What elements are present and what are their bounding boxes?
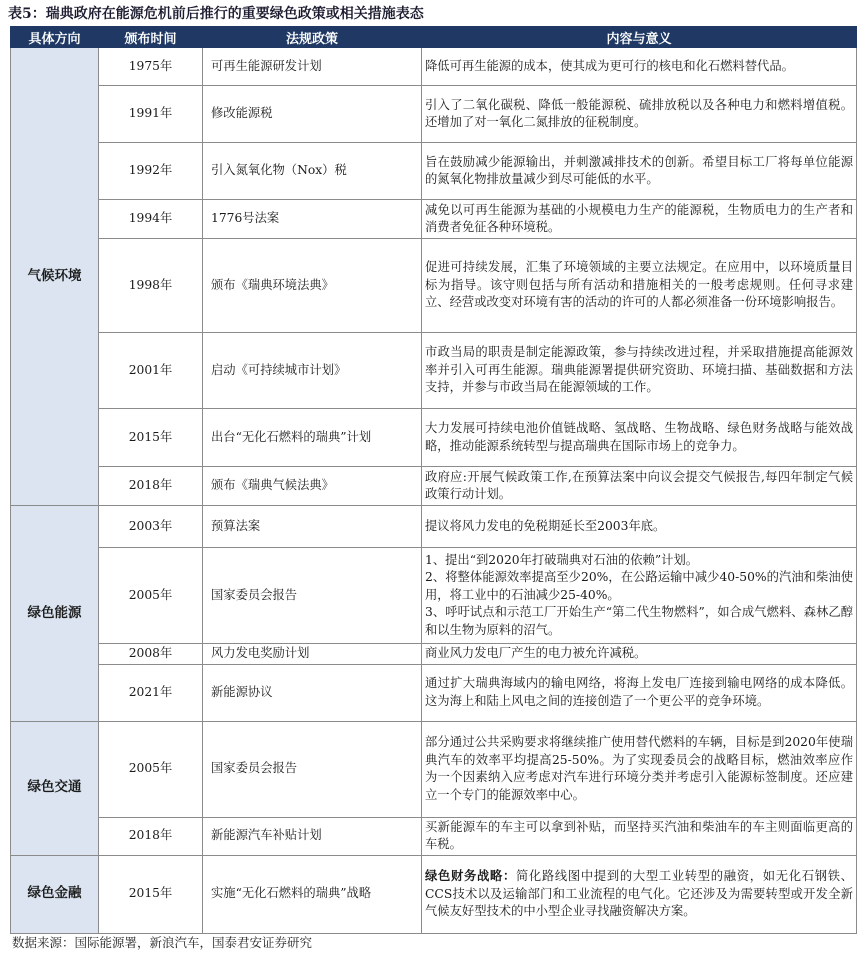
content-cell: 大力发展可持续电池价值链战略、氢战略、生物战略、绿色财务战略与能效战略，推动能源系统转型与提高瑞典在国际市场上的竞争力。 (422, 409, 857, 467)
content-cell: 商业风力发电厂产生的电力被允许减税。 (422, 644, 857, 665)
content-cell: 部分通过公共采购要求将继续推广使用替代燃料的车辆，目标是到2020年使瑞典汽车的效率平均提高25-50%。为了实现委员会的战略目标，燃油效率应作为一个因素纳入应考虑对汽车进行环境分类并考虑引入能源标签制度。还应建立一个专门的能源效率中心。 (422, 721, 857, 817)
year-cell: 2005年 (99, 721, 203, 817)
table-row (11, 664, 857, 721)
table-row (11, 48, 857, 86)
year-cell: 2015年 (99, 409, 203, 467)
table-row (11, 644, 857, 665)
content-cell: 提议将风力发电的免税期延长至2003年底。 (422, 506, 857, 548)
year-cell: 2015年 (99, 855, 203, 933)
content-line: 1、提出“到2020年打破瑞典对石油的依赖”计划。 (425, 552, 699, 567)
table-row (11, 86, 857, 143)
table-row (11, 855, 857, 933)
policy-cell: 颁布《瑞典环境法典》 (203, 239, 422, 333)
table-row (11, 239, 857, 333)
direction-green-energy: 绿色能源 (11, 506, 99, 722)
header-content: 内容与意义 (422, 27, 857, 48)
data-source-note: 数据来源：国际能源署，新浪汽车，国泰君安证券研究 (12, 935, 313, 950)
year-cell: 1991年 (99, 86, 203, 143)
content-cell (422, 855, 857, 933)
year-cell: 1975年 (99, 48, 203, 86)
content-cell: 通过扩大瑞典海域内的输电网络，将海上发电厂连接到输电网络的成本降低。这为海上和陆上风电之间的连接创造了一个更公平的竞争环境。 (422, 664, 857, 721)
policy-cell: 风力发电奖励计划 (203, 644, 422, 665)
year-cell: 2018年 (99, 817, 203, 855)
content-cell: 政府应:开展气候政策工作,在预算法案中向议会提交气候报告,每四年制定气候政策行动计划。 (422, 467, 857, 506)
policy-cell: 可再生能源研发计划 (203, 48, 422, 86)
content-cell: 买新能源车的车主可以拿到补贴，而坚持买汽油和柴油车的车主则面临更高的车税。 (422, 817, 857, 855)
content-text: 简化路线图中提到的大型工业转型的融资，如无化石钢铁、CCS技术以及运输部门和工业流程的电气化。它还涉及为需要转型或开发全新气候友好型技术的中小型企业寻找融资解决方案。 (425, 869, 853, 919)
year-cell: 2018年 (99, 467, 203, 506)
policy-cell: 国家委员会报告 (203, 548, 422, 644)
content-cell: 旨在鼓励减少能源输出，并刺激减排技术的创新。希望目标工厂将每单位能源的氮氧化物排放量减少到尽可能低的水平。 (422, 143, 857, 200)
policy-cell: 颁布《瑞典气候法典》 (203, 467, 422, 506)
table-row (11, 467, 857, 506)
policy-cell: 预算法案 (203, 506, 422, 548)
policy-cell: 启动《可持续城市计划》 (203, 333, 422, 409)
policy-cell: 修改能源税 (203, 86, 422, 143)
table-row (11, 333, 857, 409)
content-line: 3、呼吁试点和示范工厂开始生产“第二代生物燃料”，如合成气燃料、森林乙醇和以生物为原料的沼气。 (425, 605, 853, 637)
content-label: 绿色财务战略： (425, 868, 516, 884)
content-cell: 市政当局的职责是制定能源政策，参与持续改进过程，并采取措施提高能源效率并引入可再生能源。瑞典能源署提供研究资助、环境扫描、基础数据和方法支持，并参与市政当局在能源领域的工作。 (422, 333, 857, 409)
year-cell: 1998年 (99, 239, 203, 333)
content-cell (422, 548, 857, 644)
table-row (11, 548, 857, 644)
table-row (11, 721, 857, 817)
year-cell: 2008年 (99, 644, 203, 665)
policy-cell: 国家委员会报告 (203, 721, 422, 817)
header-direction: 具体方向 (11, 27, 99, 48)
table-title: 表5：瑞典政府在能源危机前后推行的重要绿色政策或相关措施表态 (8, 6, 424, 22)
table-row (11, 409, 857, 467)
year-cell: 2021年 (99, 664, 203, 721)
year-cell: 1992年 (99, 143, 203, 200)
direction-green-finance: 绿色金融 (11, 855, 99, 933)
policy-cell: 1776号法案 (203, 200, 422, 239)
header-year: 颁布时间 (99, 27, 203, 48)
policy-cell: 引入氮氧化物（Nox）税 (203, 143, 422, 200)
content-cell: 促进可持续发展，汇集了环境领域的主要立法规定。在应用中，以环境质量目标为指导。该守则包括与所有活动和措施相关的一般考虑规则。任何寻求建立、经营或改变对环境有害的活动的许可的人都必须准备一份环境影响报告。 (422, 239, 857, 333)
policy-cell: 实施“无化石燃料的瑞典”战略 (203, 855, 422, 933)
table-row (11, 200, 857, 239)
table-row (11, 143, 857, 200)
table-row (11, 817, 857, 855)
header-policy: 法规政策 (203, 27, 422, 48)
content-cell: 引入了二氧化碳税、降低一般能源税、硫排放税以及各种电力和燃料增值税。还增加了对一氧化二氮排放的征税制度。 (422, 86, 857, 143)
policy-cell: 新能源汽车补贴计划 (203, 817, 422, 855)
content-cell: 降低可再生能源的成本，使其成为更可行的核电和化石燃料替代品。 (422, 48, 857, 86)
direction-climate: 气候环境 (11, 48, 99, 506)
policy-cell: 出台“无化石燃料的瑞典”计划 (203, 409, 422, 467)
direction-green-transport: 绿色交通 (11, 721, 99, 855)
table-header-row (11, 27, 857, 48)
table-row (11, 506, 857, 548)
content-line: 2、将整体能源效率提高至少20%，在公路运输中减少40-50%的汽油和柴油使用，将工业中的石油减少25-40%。 (425, 570, 853, 602)
year-cell: 2005年 (99, 548, 203, 644)
policy-cell: 新能源协议 (203, 664, 422, 721)
year-cell: 1994年 (99, 200, 203, 239)
year-cell: 2003年 (99, 506, 203, 548)
policy-table (10, 26, 857, 934)
content-cell: 减免以可再生能源为基础的小规模电力生产的能源税，生物质电力的生产者和消费者免征各种环境税。 (422, 200, 857, 239)
year-cell: 2001年 (99, 333, 203, 409)
